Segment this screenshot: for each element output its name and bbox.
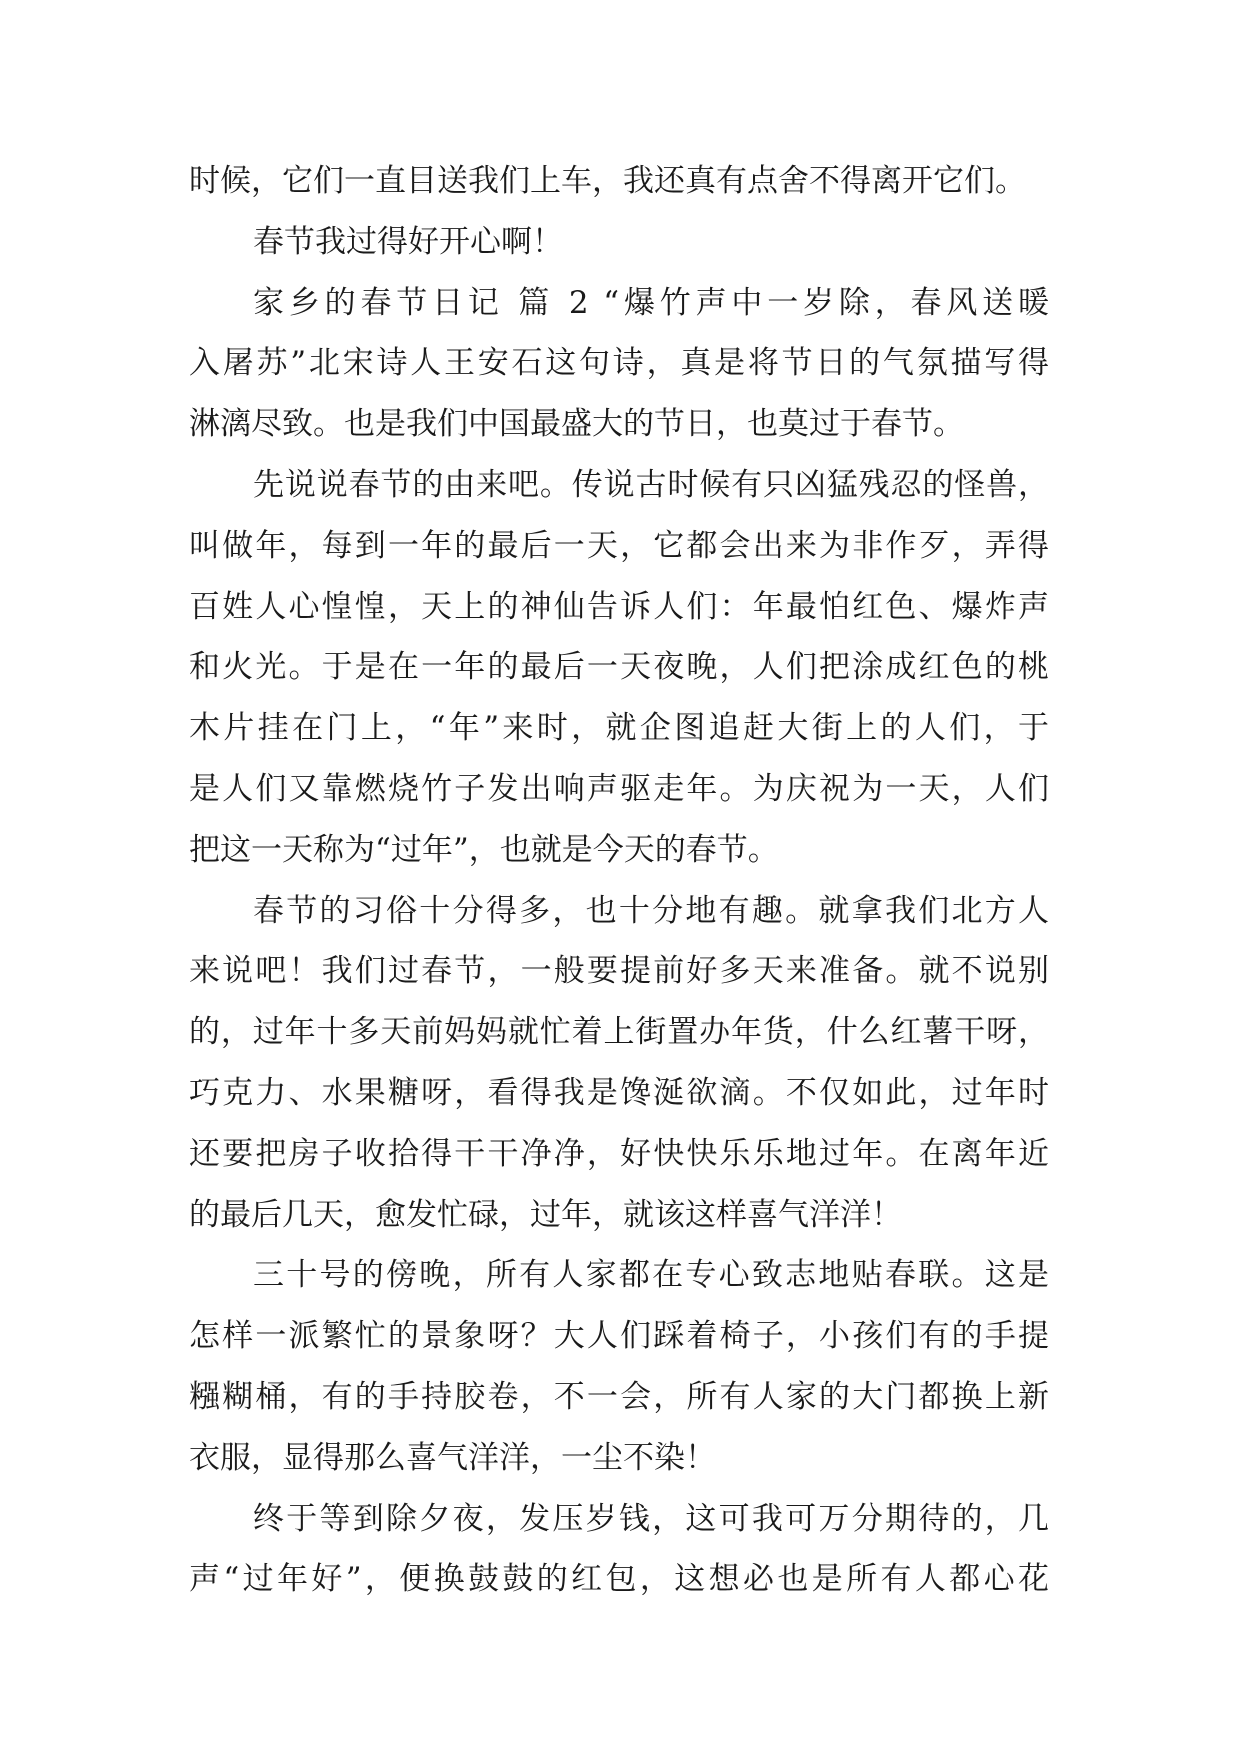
text-line: 三十号的傍晚，所有人家都在专心致志地贴春联。这是 xyxy=(253,1257,1049,1294)
text-line: 入屠苏”北宋诗人王安石这句诗，真是将节日的气氛描写得 xyxy=(189,345,1049,382)
text-line: 终于等到除夕夜，发压岁钱，这可我可万分期待的，几 xyxy=(253,1500,1049,1537)
text-line: 家乡的春节日记 篇 2 “爆竹声中一岁除，春风送暖 xyxy=(253,284,1049,321)
text-line: 春节我过得好开心啊！ xyxy=(253,223,563,260)
text-line: 怎样一派繁忙的景象呀？大人们踩着椅子，小孩们有的手提 xyxy=(189,1318,1049,1355)
text-line: 叫做年，每到一年的最后一天，它都会出来为非作歹，弄得 xyxy=(189,527,1049,564)
text-line: 糨糊桶，有的手持胶卷，不一会，所有人家的大门都换上新 xyxy=(189,1378,1049,1415)
text-line: 时候，它们一直目送我们上车，我还真有点舍不得离开它们。 xyxy=(189,163,1026,199)
text-line: 是人们又靠燃烧竹子发出响声驱走年。为庆祝为一天，人们 xyxy=(189,770,1049,807)
text-line: 的，过年十多天前妈妈就忙着上街置办年货，什么红薯干呀， xyxy=(189,1014,1049,1051)
text-line: 巧克力、水果糖呀，看得我是馋涎欲滴。不仅如此，过年时 xyxy=(189,1074,1049,1111)
text-line: 百姓人心惶惶，天上的神仙告诉人们：年最怕红色、爆炸声 xyxy=(189,588,1049,625)
text-line: 的最后几天，愈发忙碌，过年，就该这样喜气洋洋！ xyxy=(189,1196,902,1233)
text-line: 先说说春节的由来吧。传说古时候有只凶猛残忍的怪兽， xyxy=(253,466,1049,503)
text-line: 木片挂在门上，“年”来时，就企图追赶大街上的人们，于 xyxy=(189,710,1049,747)
document-body xyxy=(189,151,1049,1610)
text-line: 衣服，显得那么喜气洋洋，一尘不染！ xyxy=(189,1439,716,1476)
text-line: 声“过年好”，便换鼓鼓的红包，这想必也是所有人都心花 xyxy=(189,1561,1049,1598)
text-line: 淋漓尽致。也是我们中国最盛大的节日，也莫过于春节。 xyxy=(189,406,964,443)
text-line: 来说吧！我们过春节，一般要提前好多天来准备。就不说别 xyxy=(189,953,1049,990)
text-line: 还要把房子收拾得干干净净，好快快乐乐地过年。在离年近 xyxy=(189,1135,1049,1172)
text-line: 和火光。于是在一年的最后一天夜晚，人们把涂成红色的桃 xyxy=(189,649,1049,686)
text-line: 把这一天称为“过年”，也就是今天的春节。 xyxy=(189,831,779,868)
text-line: 春节的习俗十分得多，也十分地有趣。就拿我们北方人 xyxy=(253,892,1049,929)
